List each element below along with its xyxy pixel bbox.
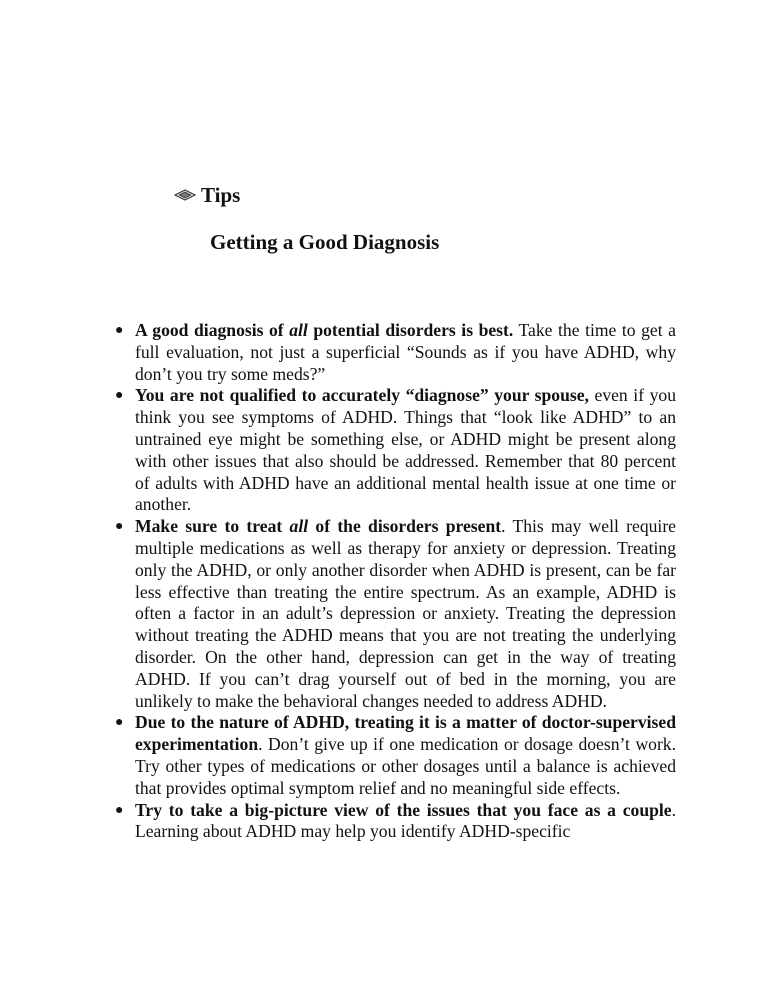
tips-list (113, 320, 676, 843)
tip-bold-italic: all (289, 320, 308, 340)
tip-item (113, 800, 676, 844)
bullet-icon: ● (115, 388, 124, 404)
tip-bold-lead: Due to the nature of ADHD, treating it is a matter of doctor-supervised experimentation (135, 712, 676, 755)
tip-bold-lead: Make sure to treat (135, 516, 290, 537)
tips-heading-label: Tips (201, 183, 241, 207)
bullet-icon: ● (115, 519, 124, 535)
tip-bold-lead: Try to take a big-picture view of the issues that you face as a couple (135, 799, 672, 820)
tip-text: . Don’t give up if one medication or dosage doesn’t work. Try other types of medications or other dosages until a balance is achieved that provides optimal symptom relief and no meaningful side effects. (135, 734, 676, 798)
tip-bold-lead: You are not qualified to accurately “diagnose” your spouse, (135, 385, 589, 406)
tip-bold-italic: all (289, 516, 309, 537)
tip-item (113, 385, 676, 516)
tip-item (113, 320, 676, 385)
bullet-icon: ● (115, 715, 124, 731)
tip-item (113, 516, 676, 712)
tip-text: . Learning about ADHD may help you identify ADHD-specific (135, 799, 676, 842)
bullet-icon: ● (115, 802, 124, 818)
diamond-bullet-icon (174, 189, 196, 201)
section-title: Getting a Good Diagnosis (210, 230, 440, 254)
tip-text: . This may well require multiple medications as well as therapy for anxiety or depression. Treating only the ADHD, or only another disorder when ADHD is present, can be far less effective than treating the entire spectrum. As an example, ADHD is often a factor in an adult’s depression or anxiety. Treating the depression without treating the ADHD means that you are not treating the underlying disorder. On the other hand, depression can get in the way of treating ADHD. If you can’t drag yourself out of bed in the morning, you are unlikely to make the behavioral changes needed to address ADHD. (135, 516, 676, 711)
tip-item (113, 712, 676, 799)
bullet-icon: ● (115, 323, 124, 338)
tip-text: Take the time to get a full evaluation, not just a superficial “Sounds as if you have ADHD, why don’t you try some meds?” (135, 320, 676, 384)
tip-bold-lead: A good diagnosis of (135, 320, 290, 340)
tip-bold-tail: of the disorders present (308, 516, 502, 537)
tip-bold-tail: potential disorders is best. (307, 320, 514, 340)
tip-text: even if you think you see symptoms of ADHD. Things that “look like ADHD” to an untrained eye might be something else, or ADHD might be present along with other issues that also should be addressed. Remember that 80 percent of adults with ADHD have an additional mental health issue at one time or another. (135, 385, 677, 515)
tips-heading (174, 181, 240, 209)
